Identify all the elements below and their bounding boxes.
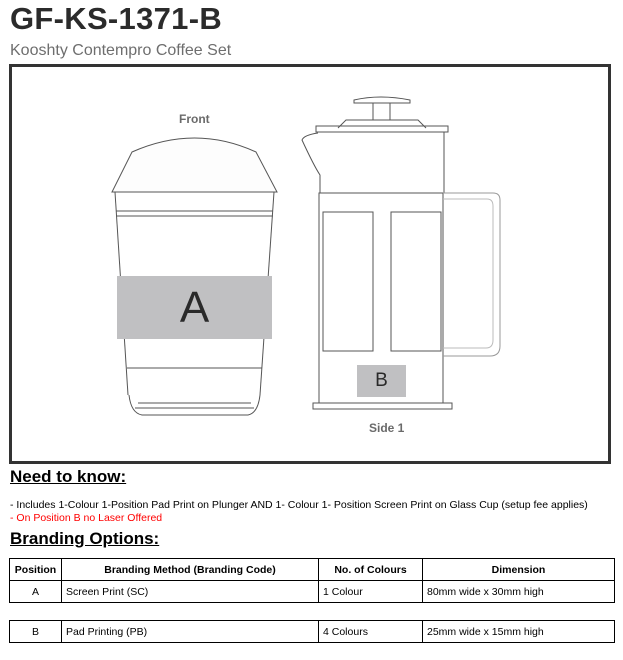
need-to-know-heading: Need to know: [10,467,127,486]
table-header-row [10,559,615,581]
branding-options-heading: Branding Options: [10,529,160,548]
print-area-a [117,276,272,339]
column-header-dimension: Dimension [423,559,615,581]
note-no-laser: - On Position B no Laser Offered [10,512,163,524]
product-illustration-frame [9,64,611,464]
table-row [10,581,615,603]
product-code: GF-KS-1371-B [10,1,223,36]
print-area-b-label: B [375,370,388,391]
branding-options-table-b [9,620,615,643]
front-view-label: Front [179,112,210,126]
table-row [10,621,615,643]
branding-options-table [9,558,615,603]
cell-dimension: 80mm wide x 30mm high [423,581,615,603]
side-view-label: Side 1 [369,421,405,435]
cell-dimension: 25mm wide x 15mm high [423,621,615,643]
cell-colours: 1 Colour [319,581,423,603]
print-area-b [357,365,406,397]
print-area-a-label: A [179,282,210,332]
product-name: Kooshty Contempro Coffee Set [10,42,232,59]
cell-method: Pad Printing (PB) [62,621,319,643]
cell-colours: 4 Colours [319,621,423,643]
note-included-print: - Includes 1-Colour 1-Position Pad Print on Plunger AND 1- Colour 1- Position Screen Print on Glass Cup (setup fee applies) [10,499,588,511]
column-header-colours: No. of Colours [319,559,423,581]
cell-position: B [10,621,62,643]
cell-position: A [10,581,62,603]
cell-method: Screen Print (SC) [62,581,319,603]
plunger-drawing [302,97,500,409]
column-header-position: Position [10,559,62,581]
column-header-method: Branding Method (Branding Code) [62,559,319,581]
